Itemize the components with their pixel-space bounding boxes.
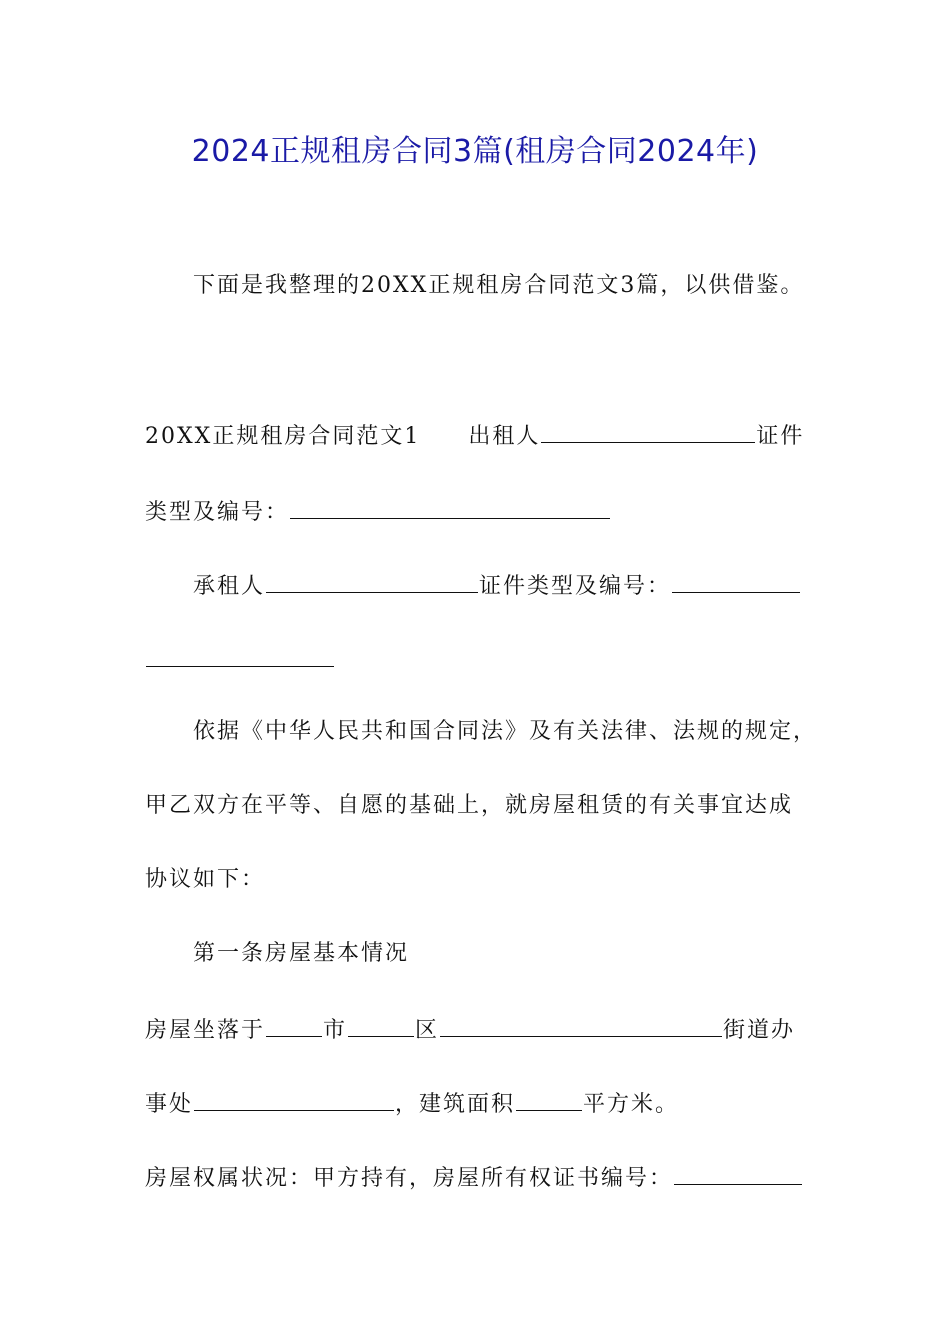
preamble-line-1 — [193, 714, 817, 750]
contract-heading-line — [145, 416, 804, 455]
preamble-text-1: 依据《中华人民共和国合同法》及有关法律、法规的规定， — [193, 719, 818, 744]
lessee-label: 承租人 — [193, 574, 266, 599]
lessor-id-blank — [290, 492, 610, 519]
ownership-line — [145, 1158, 803, 1197]
area-blank — [516, 1084, 582, 1111]
id-label-line2: 类型及编号： — [145, 500, 290, 525]
intro-paragraph — [193, 268, 804, 304]
lessee-id-blank-continued — [146, 640, 334, 667]
document-title: 2024正规租房合同3篇(租房合同2024年) — [191, 134, 759, 169]
district-label: 区 — [415, 1018, 440, 1043]
city-label: 市 — [323, 1018, 348, 1043]
lessee-line — [193, 566, 801, 605]
article-1-heading-text: 第一条房屋基本情况 — [193, 941, 410, 966]
street-blank — [440, 1010, 722, 1037]
lessee-id-label: 证件类型及编号： — [479, 574, 672, 599]
lessor-id-line — [145, 492, 611, 531]
preamble-line-3 — [145, 862, 265, 898]
office-label: 事处 — [145, 1092, 194, 1117]
location-line — [145, 1010, 795, 1049]
area-line — [145, 1084, 679, 1123]
district-blank — [348, 1010, 414, 1037]
lessee-id-blank — [672, 566, 800, 593]
preamble-text-2: 甲乙双方在平等、自愿的基础上，就房屋租赁的有关事宜达成 — [145, 793, 794, 818]
lessor-blank — [541, 416, 755, 443]
area-unit: 平方米。 — [583, 1092, 680, 1117]
ownership-blank — [674, 1158, 802, 1185]
city-blank — [266, 1010, 322, 1037]
article-1-heading — [193, 936, 409, 972]
street-label: 街道办 — [723, 1018, 796, 1043]
contract-heading: 20XX正规租房合同范文1 — [145, 424, 421, 449]
preamble-line-2 — [145, 788, 793, 824]
id-label-prefix: 证件 — [756, 424, 805, 449]
lessee-id-continuation — [145, 640, 335, 679]
ownership-label: 房屋权属状况：甲方持有，房屋所有权证书编号： — [145, 1166, 674, 1191]
location-prefix: 房屋坐落于 — [145, 1018, 266, 1043]
area-label: ，建筑面积 — [395, 1092, 516, 1117]
lessee-blank — [266, 566, 478, 593]
preamble-text-3: 协议如下： — [145, 867, 266, 892]
office-blank — [194, 1084, 394, 1111]
intro-text: 下面是我整理的20XX正规租房合同范文3篇，以供借鉴。 — [193, 273, 805, 298]
lessor-label: 出租人 — [468, 424, 541, 449]
